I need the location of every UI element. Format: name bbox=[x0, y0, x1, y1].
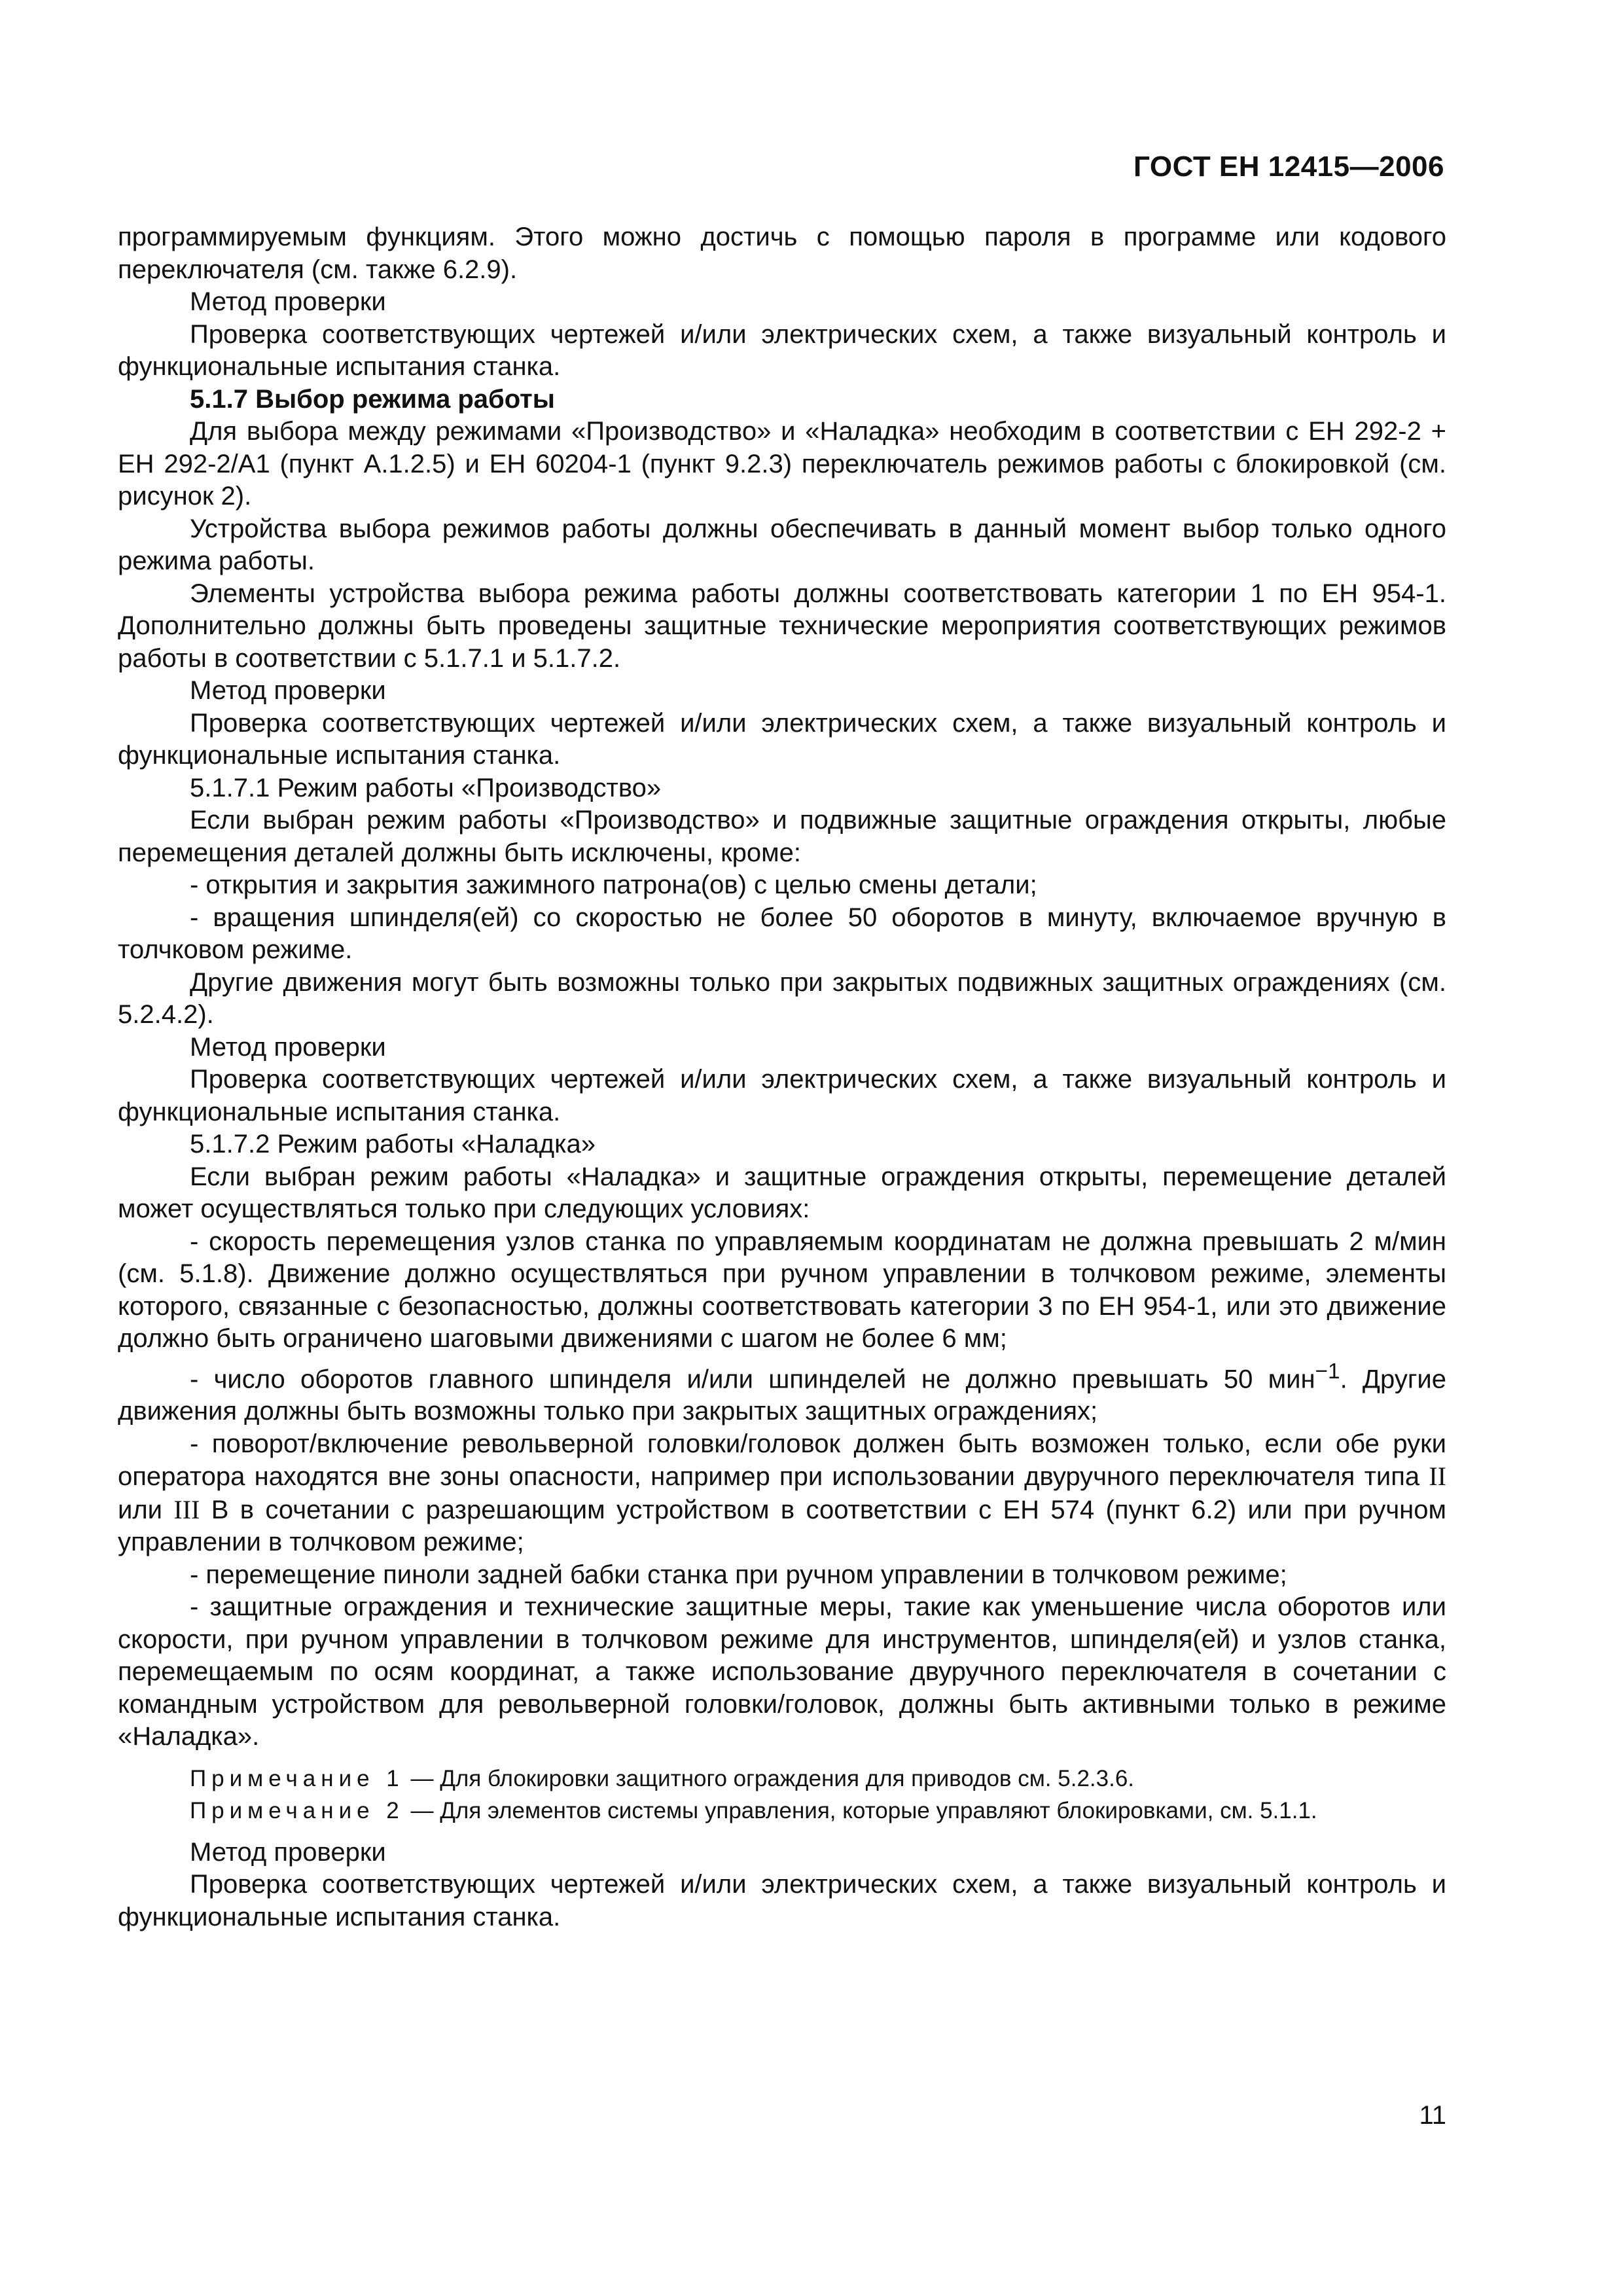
list-item: - скорость перемещения узлов станка по управляемым координатам не должна превышать 2 м/мин (см. 5.1.8). Движение должно осуществляться при ручном управлении в толчковом режиме, элементы которого, связанные с безопасностью, должны соответствовать категории 3 по ЕН 954-1, или это движение должно быть ограничено шаговыми движениями с шагом не более 6 мм; bbox=[118, 1227, 1446, 1353]
list-item: - открытия и закрытия зажимного патрона(ов) с целью смены детали; bbox=[190, 870, 1037, 899]
method-heading: Метод проверки bbox=[190, 1837, 386, 1867]
method-heading: Метод проверки bbox=[190, 287, 386, 316]
subsection-heading-5-1-7-1: 5.1.7.1 Режим работы «Производство» bbox=[190, 773, 662, 802]
method-heading: Метод проверки bbox=[190, 1032, 386, 1062]
page-number: 11 bbox=[1419, 2101, 1446, 2130]
method-heading: Метод проверки bbox=[190, 676, 386, 705]
paragraph: Для выбора между режимами «Производство» и «Наладка» необходим в соответствии с ЕН 292-2 + ЕН 292-2/A1 (пункт A.1.2.5) и ЕН 60204-1 (пункт 9.2.3) переключатель режимов работы с блокировкой (см. рисунок 2). bbox=[118, 417, 1446, 511]
subsection-heading-5-1-7-2: 5.1.7.2 Режим работы «Наладка» bbox=[190, 1130, 596, 1158]
note-label: Примечание 1 bbox=[190, 1765, 404, 1791]
turret-text-2: или bbox=[118, 1495, 174, 1524]
paragraph: Если выбран режим работы «Наладка» и защитные ограждения открыты, перемещение деталей может осуществляться только при следующих условиях: bbox=[118, 1162, 1446, 1223]
list-item: - защитные ограждения и технические защитные меры, такие как уменьшение числа оборотов или скорости, при ручном управлении в толчковом режиме для инструментов, шпинделя(ей) и узлов станка, перемещаемым по осям координат, а также использование двуручного переключателя в сочетании с командным устройством для револьверной головки/головок, должны быть активными только в режиме «Наладка». bbox=[118, 1592, 1446, 1751]
turret-text-3: В в сочетании с разрешающим устройством в соответствии с ЕН 574 (пункт 6.2) или при ручном управлении в толчковом режиме; bbox=[118, 1495, 1446, 1557]
spindle-text-before: - число оборотов главного шпинделя и/или шпинделей не должно превышать 50 мин bbox=[190, 1364, 1315, 1393]
paragraph: Если выбран режим работы «Производство» и подвижные защитные ограждения открыты, любые перемещения деталей должны быть исключены, кроме: bbox=[118, 806, 1446, 867]
section-heading-5-1-7: 5.1.7 Выбор режима работы bbox=[190, 384, 555, 414]
paragraph: программируемым функциям. Этого можно достичь с помощью пароля в программе или кодового переключателя (см. также 6.2.9). bbox=[118, 223, 1446, 284]
paragraph: Проверка соответствующих чертежей и/или электрических схем, а также визуальный контроль и функциональные испытания станка. bbox=[118, 1870, 1446, 1931]
note-2 bbox=[118, 1795, 1446, 1827]
switch-type-roman-2: II bbox=[1429, 1462, 1446, 1492]
paragraph: Проверка соответствующих чертежей и/или электрических схем, а также визуальный контроль и функциональные испытания станка. bbox=[118, 1065, 1446, 1126]
list-item-turret bbox=[118, 1428, 1446, 1559]
spindle-text-after: . Другие движения должны быть возможны только при закрытых защитных ограждениях; bbox=[118, 1364, 1446, 1426]
document-header: ГОСТ ЕН 12415—2006 bbox=[1133, 151, 1444, 183]
spindle-exponent: −1 bbox=[1315, 1359, 1340, 1384]
paragraph: Проверка соответствующих чертежей и/или электрических схем, а также визуальный контроль и функциональные испытания станка. bbox=[118, 708, 1446, 770]
paragraph: Другие движения могут быть возможны только при закрытых подвижных защитных ограждениях (см. 5.2.4.2). bbox=[118, 967, 1446, 1029]
paragraph: Проверка соответствующих чертежей и/или электрических схем, а также визуальный контроль и функциональные испытания станка. bbox=[118, 319, 1446, 381]
note-1 bbox=[118, 1763, 1446, 1795]
list-item: - вращения шпинделя(ей) со скоростью не более 50 оборотов в минуту, включаемое вручную в толчковом режиме. bbox=[118, 903, 1446, 964]
document-body bbox=[118, 221, 1446, 1933]
note-label: Примечание 2 bbox=[190, 1798, 404, 1824]
paragraph: Элементы устройства выбора режима работы должны соответствовать категории 1 по ЕН 954-1. Дополнительно должны быть проведены защитные технические мероприятия соответствующих режимов работы в соответствии с 5.1.7.1 и 5.1.7.2. bbox=[118, 579, 1446, 673]
note-text: — Для элементов системы управления, которые управляют блокировками, см. 5.1.1. bbox=[404, 1798, 1317, 1824]
switch-type-roman-3: III bbox=[173, 1494, 200, 1524]
turret-text-1: - поворот/включение револьверной головки/головок должен быть возможен только, если обе руки оператора находятся вне зоны опасности, например при использовании двуручного переключателя типа bbox=[118, 1429, 1446, 1492]
list-item: - перемещение пиноли задней бабки станка при ручном управлении в толчковом режиме; bbox=[190, 1560, 1287, 1589]
list-item-spindle bbox=[118, 1355, 1446, 1428]
note-text: — Для блокировки защитного ограждения для приводов см. 5.2.3.6. bbox=[404, 1765, 1135, 1791]
paragraph: Устройства выбора режимов работы должны обеспечивать в данный момент выбор только одного режима работы. bbox=[118, 514, 1446, 575]
